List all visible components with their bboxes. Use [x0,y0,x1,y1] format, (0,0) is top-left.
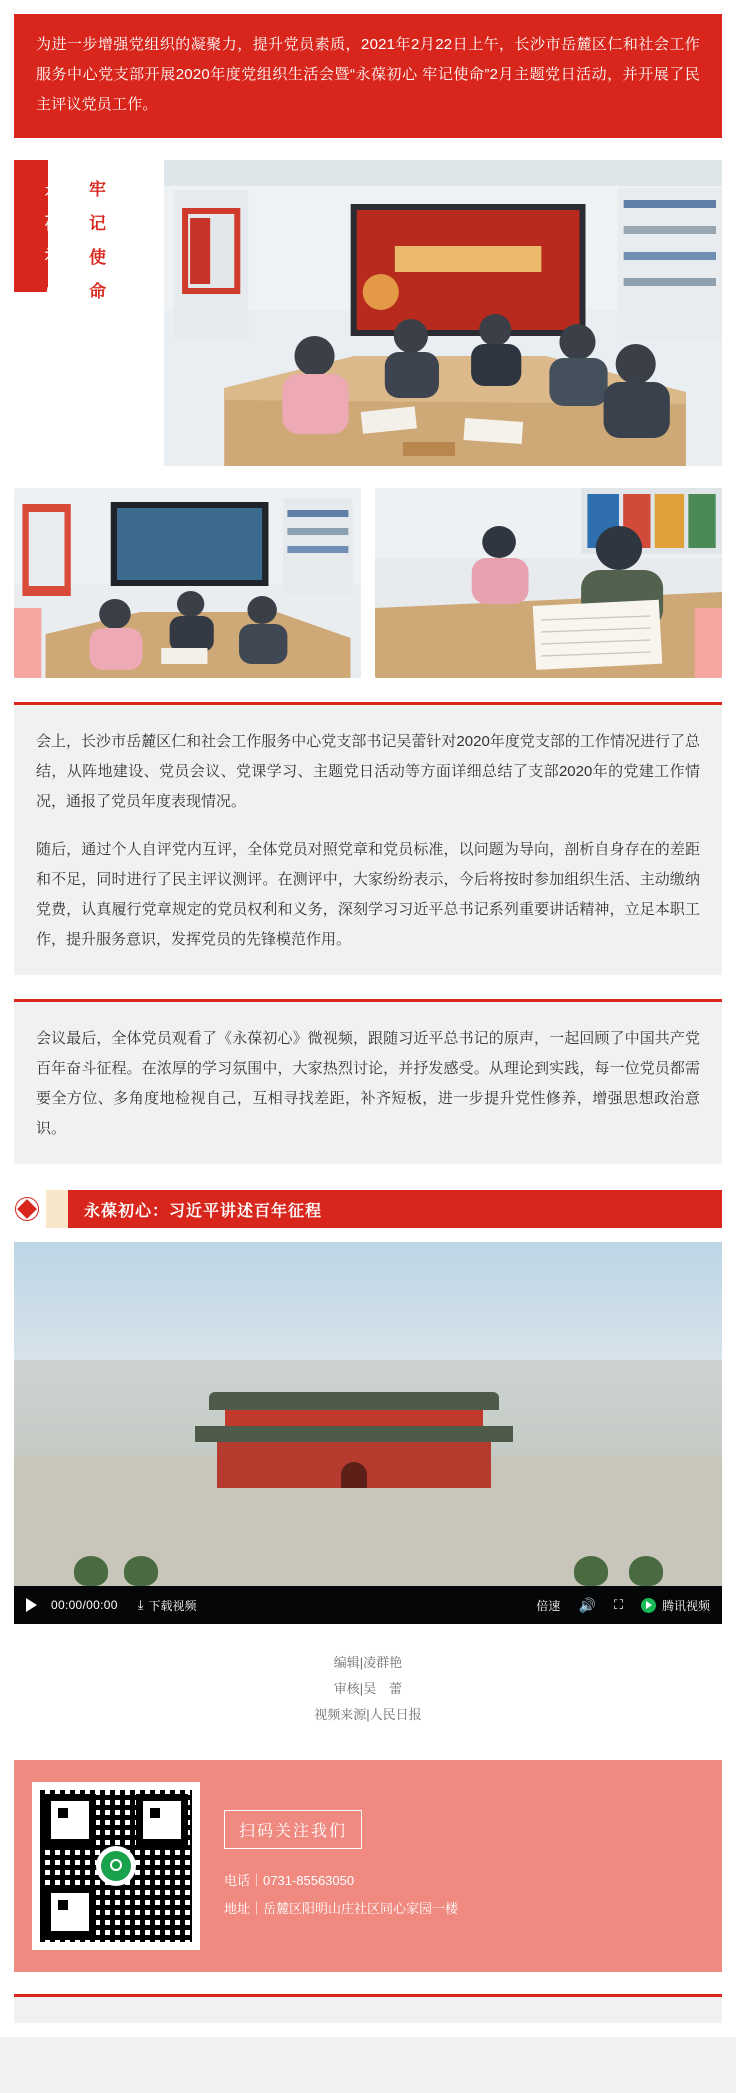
slogan-char: 牢 [89,179,107,199]
slogan-char: 命 [89,281,107,301]
slogan-char: 心 [45,281,63,301]
play-icon[interactable] [26,1598,37,1612]
photo-left [14,488,361,678]
body-card-2 [14,999,722,1164]
brand-label: 腾讯视频 [661,1598,710,1613]
title-notch [46,1190,68,1228]
contact-phone: 电话｜0731-85563050 [224,1872,355,1888]
video-frame-tree [574,1556,608,1586]
slogan-char: 记 [89,213,107,233]
photo-row [0,466,736,678]
video-frame-gate [189,1392,519,1488]
slogan-char: 初 [45,247,63,267]
hero-section [0,138,736,466]
qr-code-box[interactable] [32,1782,200,1950]
tencent-video-brand[interactable] [641,1597,710,1614]
intro-section [0,0,736,138]
video-frame-sky [14,1242,722,1360]
page-bottom-padding [0,2023,736,2037]
slogan-char: 葆 [45,213,63,233]
follow-us-label: 扫码关注我们 [224,1810,362,1849]
video-player[interactable] [14,1242,722,1624]
diamond-icon [14,1196,40,1222]
credit-source: 视频来源|人民日报 [314,1707,422,1722]
hero-photo [164,160,722,466]
credits-block [0,1624,736,1752]
credit-editor: 编辑|凌群艳 [333,1655,403,1670]
contact-details [200,1810,704,1923]
body-paragraph: 随后，通过个人自评党内互评，全体党员对照党章和党员标准，以问题为导向，剖析自身存在的差距和不足，同时进行了民主评议测评。在测评中，大家纷纷表示，今后将按时参加组织生活、主动缴纳党费，认真履行党章规定的党员权利和义务，深刻学习习近平总书记系列重要讲话精神，立足本职工作，提升服务意识，发挥党员的先锋模范作用。 [36,841,700,948]
video-frame-tree [629,1556,663,1586]
download-label: 下载视频 [148,1598,197,1613]
body-card-1 [14,702,722,975]
bottom-strip [14,1994,722,2023]
volume-icon[interactable]: 🔊 [578,1596,596,1613]
section-title-bar [46,1190,722,1228]
body-paragraph: 会议最后，全体党员观看了《永葆初心》微视频，跟随习近平总书记的原声，一起回顾了中国共产党百年奋斗征程。在浓厚的学习氛围中，大家热烈讨论，并抒发感受。从理论到实践，每一位党员都需要全方位、多角度地检视自己，互相寻找差距，补齐短板，进一步提升党性修养，增强思想政治意识。 [36,1030,700,1137]
slogan-char: 使 [89,247,107,267]
playback-speed-button[interactable]: 倍速 [536,1598,561,1613]
section-header [14,1190,722,1228]
credit-reviewer: 审核|吴 蕾 [333,1681,403,1696]
intro-paragraph: 为进一步增强党组织的凝聚力，提升党员素质，2021年2月22日上午，长沙市岳麓区仁和社会工作服务中心党支部开展2020年度党组织生活会暨“永葆初心 牢记使命”2月主题党日活动，并开展了民主评议党员工作。 [14,14,722,138]
brand-play-icon [641,1598,656,1613]
download-video-button[interactable] [138,1597,197,1614]
wechat-logo-icon [96,1846,136,1886]
video-frame-tree [124,1556,158,1586]
video-controls[interactable] [14,1586,722,1624]
contact-address: 地址｜岳麓区阳明山庄社区同心家园一楼 [224,1900,459,1916]
slogan-characters [32,166,164,306]
slogan-block [14,160,164,306]
fullscreen-icon[interactable]: ⛶ [613,1597,623,1612]
slogan-char: 永 [45,179,63,199]
section-title-text: 永葆初心：习近平讲述百年征程 [84,1202,323,1220]
photo-right [375,488,722,678]
download-icon: ⤓ [137,1597,144,1612]
body-paragraph: 会上，长沙市岳麓区仁和社会工作服务中心党支部书记吴蕾针对2020年度党支部的工作情况进行了总结，从阵地建设、党员会议、党课学习、主题党日活动等方面详细总结了支部2020年的党建工作情况，通报了党员年度表现情况。 [36,733,700,810]
video-frame-tree [74,1556,108,1586]
video-time: 00:00/00:00 [51,1598,118,1612]
qr-code-image [40,1790,192,1942]
contact-card [14,1760,722,1972]
